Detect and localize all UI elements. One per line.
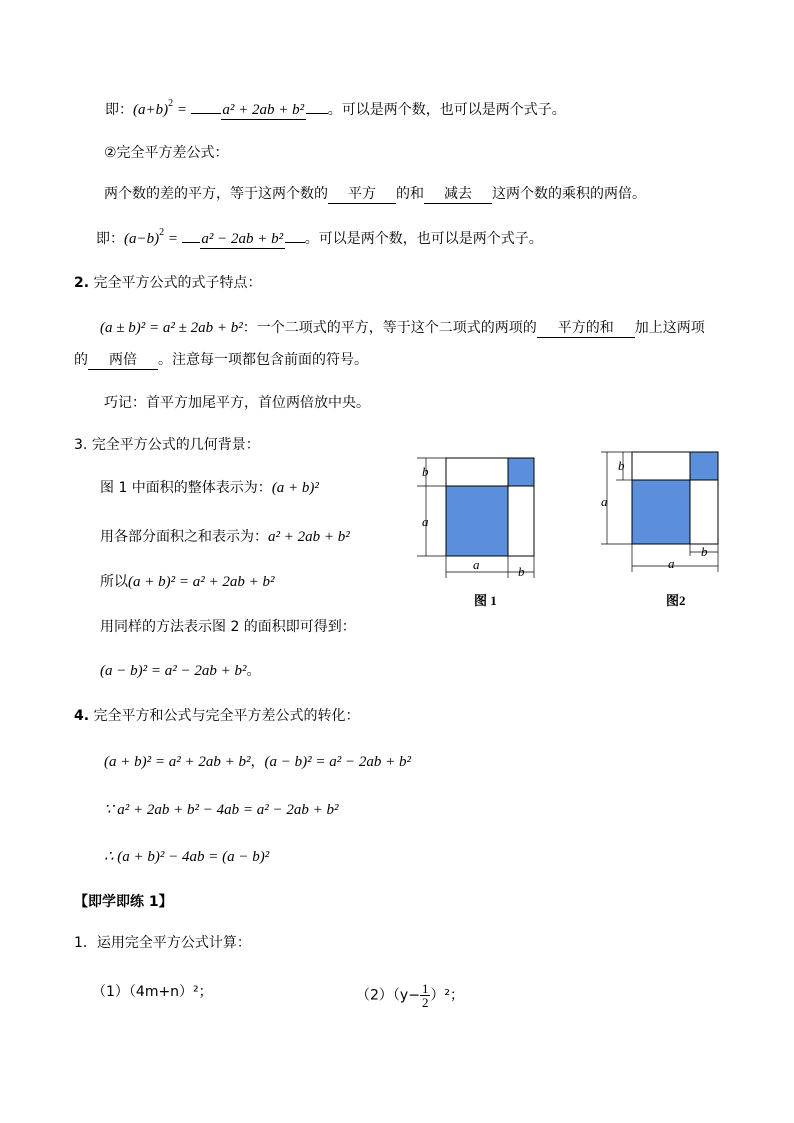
section-number: 4. — [74, 708, 90, 724]
text: 用各部分面积之和表示为： — [100, 529, 268, 545]
problem-1: （1）（4m+n）²； — [92, 984, 213, 1000]
section-title: 完全平方和公式与完全平方差公式的转化： — [93, 708, 360, 724]
math: (a − b)² = a² − 2ab + b² — [264, 754, 411, 770]
geo-line-5 — [100, 661, 260, 681]
numerator: 1 — [421, 981, 429, 996]
conversion-line-1 — [104, 752, 411, 772]
label-a: a — [601, 494, 608, 509]
geo-line-1 — [100, 478, 319, 498]
pm-formula: (a ± b)² = a² ± 2ab + b² — [100, 320, 243, 336]
math: a² + 2ab + b² — [268, 529, 350, 545]
formula-diff-line — [96, 229, 543, 249]
blank-twice: 两倍 — [88, 351, 158, 370]
text: （2）（y− — [356, 987, 420, 1004]
section-title: 完全平方公式的几何背景： — [91, 437, 260, 453]
separator: ， — [250, 754, 265, 770]
geo-line-3 — [100, 572, 274, 592]
text: 两个数的差的平方，等于这两个数的 — [104, 186, 328, 202]
math: (a + b)² = a² + 2ab + b² — [104, 754, 251, 770]
conversion-line-2: ∵ a² + 2ab + b² − 4ab = a² − 2ab + b² — [104, 802, 339, 818]
text: 的和 — [396, 186, 424, 202]
conversion-line-3: ∴ (a + b)² − 4ab = (a − b)² — [104, 849, 270, 865]
text: 这两个数的乘积的两倍。 — [492, 186, 646, 202]
text: 。 — [246, 663, 261, 679]
denominator: 2 — [421, 995, 429, 1010]
text: ）²； — [430, 987, 465, 1004]
geo-line-2 — [100, 527, 350, 547]
label-a: a — [668, 556, 675, 571]
math: (a + b)² = a² + 2ab + b² — [128, 574, 275, 590]
section-number: 2. — [74, 275, 90, 291]
text: 。注意每一项都包含前面的符号。 — [158, 352, 368, 368]
text: 加上这两项 — [634, 320, 705, 336]
blank-subtract: 减去 — [424, 185, 492, 204]
formula-sum-line — [105, 100, 566, 120]
difference-description — [104, 184, 646, 204]
section-title: 完全平方公式的式子特点： — [93, 275, 262, 291]
area-b-square — [690, 452, 718, 480]
blank-pad — [306, 113, 328, 114]
label-b: b — [518, 564, 525, 579]
figure-1 — [412, 448, 552, 614]
figure-2-caption: 图2 — [666, 593, 686, 608]
section-2-heading — [74, 273, 262, 293]
area-a-square — [446, 486, 508, 556]
fraction-half — [420, 982, 431, 1009]
prefix: 即： — [105, 102, 133, 118]
text: ：一个二项式的平方，等于这个二项式的两项的 — [242, 320, 537, 336]
section-4-heading — [74, 706, 360, 726]
diff-square-lhs: $(a-b)^2$ — [124, 227, 165, 247]
equals: = — [164, 231, 182, 247]
text: 图 1 中面积的整体表示为： — [100, 480, 272, 496]
label-a: a — [422, 514, 429, 529]
blank-pad — [191, 113, 221, 114]
text: 所以 — [100, 574, 128, 590]
blank-square: 平方 — [328, 185, 396, 204]
section-2-formula-line — [100, 318, 705, 338]
section-2-line2 — [74, 350, 368, 370]
label-b: b — [618, 458, 625, 473]
blank-sum-of-squares: 平方的和 — [537, 319, 635, 338]
area-b-square — [508, 458, 534, 486]
text: 的 — [74, 352, 88, 368]
sum-square-lhs: $(a+b)^2$ — [133, 98, 174, 118]
heading-difference-formula: ②完全平方差公式： — [104, 145, 229, 161]
blank-pad — [182, 242, 200, 243]
suffix: 。可以是两个数，也可以是两个式子。 — [304, 231, 543, 247]
problem-2 — [356, 982, 464, 1009]
label-a: a — [473, 557, 480, 572]
answer-diff: a² − 2ab + b² — [201, 231, 284, 247]
label-b: b — [701, 544, 708, 559]
question-1: 1．运用完全平方公式计算： — [74, 935, 251, 951]
practice-title: 【即学即练 1】 — [74, 894, 173, 910]
prefix: 即： — [96, 231, 124, 247]
math: (a − b)² = a² − 2ab + b² — [100, 663, 247, 679]
equals: = — [173, 102, 191, 118]
figure-2 — [598, 444, 738, 614]
label-b: b — [422, 464, 429, 479]
section-number: 3. — [74, 437, 88, 453]
area-a-minus-b-square — [632, 480, 690, 544]
mnemonic: 巧记：首平方加尾平方，首位两倍放中央。 — [104, 395, 370, 411]
section-3-heading — [74, 435, 260, 455]
suffix: 。可以是两个数，也可以是两个式子。 — [327, 102, 566, 118]
geo-line-4: 用同样的方法表示图 2 的面积即可得到： — [100, 619, 356, 635]
figure-1-caption: 图 1 — [474, 593, 497, 608]
math: (a + b)² — [271, 480, 319, 496]
blank-pad — [285, 242, 305, 243]
answer-sum: a² + 2ab + b² — [222, 102, 305, 118]
